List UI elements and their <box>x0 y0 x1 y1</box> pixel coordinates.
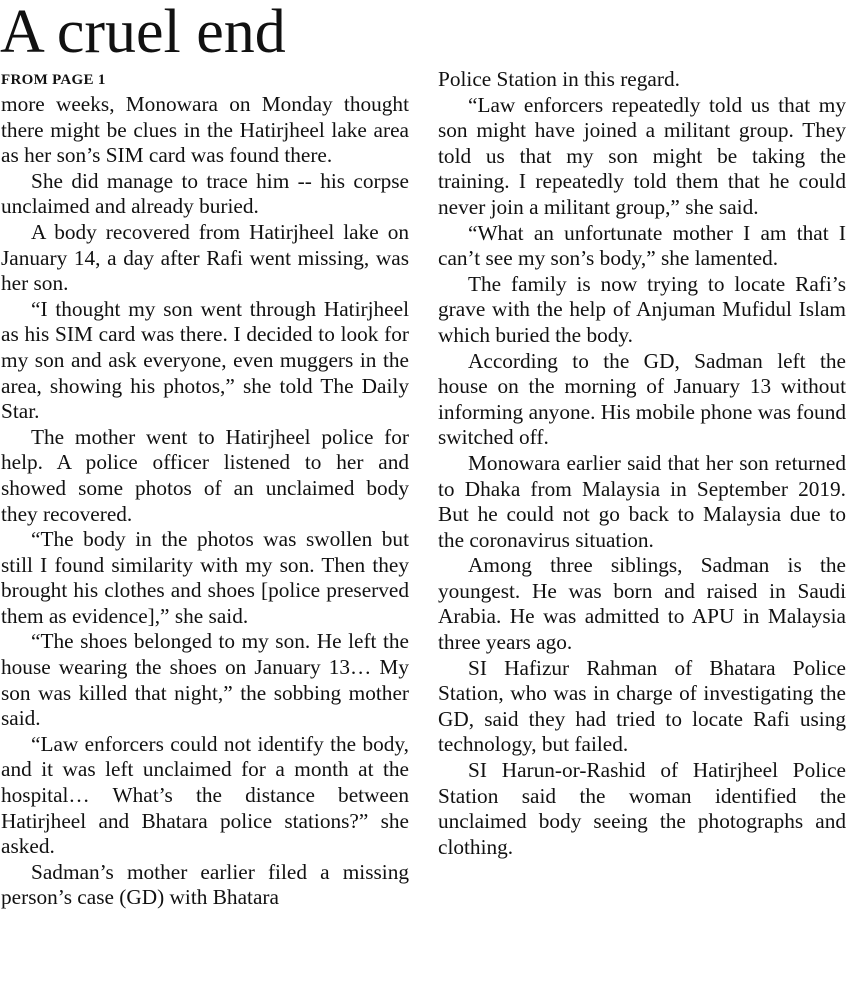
article-column-right <box>438 67 846 860</box>
paragraph: Police Station in this regard. <box>438 67 680 91</box>
paragraph: SI Harun-or-Rashid of Hatirjheel Police Station said the woman identified the unclaimed body seeing the photographs and clothing. <box>438 758 846 859</box>
paragraph: “The shoes belonged to my son. He left the house wearing the shoes on January 13… My son was killed that night,” the sobbing mother said. <box>1 629 409 731</box>
paragraph: She did manage to trace him -- his corpse unclaimed and already buried. <box>1 168 409 219</box>
article-column-left <box>1 92 409 911</box>
headline: A cruel end <box>0 0 286 66</box>
paragraph: A body recovered from Hatirjheel lake on January 14, a day after Rafi went missing, was her son. <box>1 219 409 296</box>
continuation-label: FROM PAGE 1 <box>1 72 106 88</box>
paragraph: Among three siblings, Sadman is the youngest. He was born and raised in Saudi Arabia. He was admitted to APU in Malaysia three years ago. <box>438 553 846 655</box>
paragraph: The family is now trying to locate Rafi’s grave with the help of Anjuman Mufidul Islam which buried the body. <box>438 271 846 347</box>
paragraph: The mother went to Hatirjheel police for help. A police officer listened to her and showed some photos of an unclaimed body they recovered. <box>1 424 409 526</box>
paragraph: “I thought my son went through Hatirjheel as his SIM card was there. I decided to look for my son and ask everyone, even muggers in the area, showing his photos,” she told The Daily Star. <box>1 296 409 424</box>
paragraph: “Law enforcers repeatedly told us that my son might have joined a militant group. They told us that my son might be taking the training. I repeatedly told them that he could never join a militant group,” she said. <box>438 92 846 219</box>
paragraph: “Law enforcers could not identify the body, and it was left unclaimed for a month at the hospital… What’s the distance between Hatirjheel and Bhatara police stations?” she asked. <box>1 731 409 859</box>
paragraph: Monowara earlier said that her son returned to Dhaka from Malaysia in September 2019. But he could not go back to Malaysia due to the coronavirus situation. <box>438 450 846 552</box>
paragraph: more weeks, Monowara on Monday thought there might be clues in the Hatirjheel lake area as her son’s SIM card was found there. <box>1 92 409 168</box>
paragraph: “What an unfortunate mother I am that I can’t see my son’s body,” she lamented. <box>438 220 846 271</box>
paragraph: Sadman’s mother earlier filed a missing person’s case (GD) with Bhatara <box>1 859 409 910</box>
paragraph: SI Hafizur Rahman of Bhatara Police Station, who was in charge of investigating the GD, said they had tried to locate Rafi using technology, but failed. <box>438 655 846 757</box>
paragraph: “The body in the photos was swollen but still I found similarity with my son. Then they brought his clothes and shoes [police preserved them as evidence],” she said. <box>1 527 409 628</box>
paragraph: According to the GD, Sadman left the house on the morning of January 13 without informing anyone. His mobile phone was found switched off. <box>438 348 846 450</box>
